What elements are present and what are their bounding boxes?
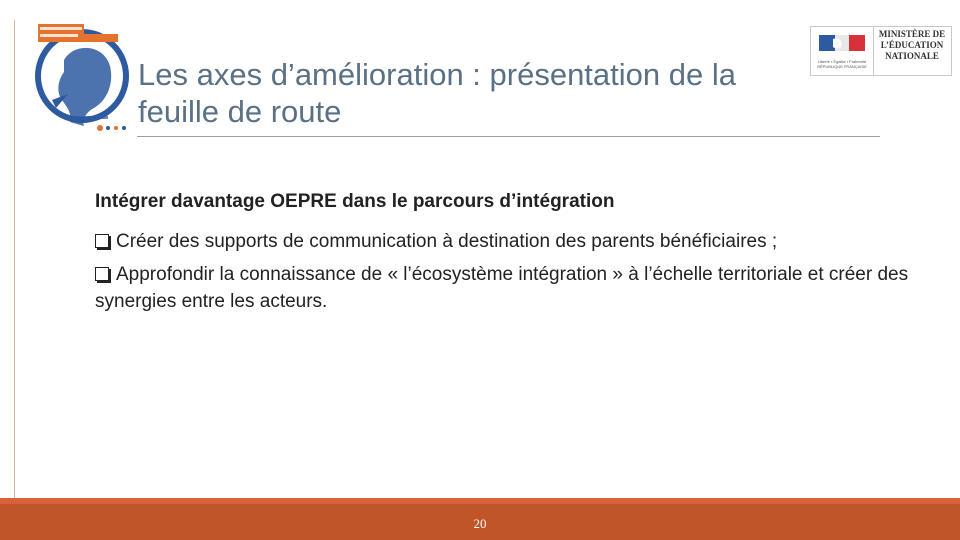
- checkbox-bullet-icon: [95, 234, 109, 248]
- bullet-item: [95, 228, 915, 255]
- ministry-name: MINISTÈRE DE L’ÉDUCATION NATIONALE: [878, 29, 946, 61]
- ministry-logo: [810, 26, 952, 76]
- section-heading: Intégrer davantage OEPRE dans le parcours d’intégration: [95, 191, 615, 212]
- slide-title: Les axes d’amélioration : présentation de la feuille de route: [138, 57, 736, 129]
- slide-content: [95, 190, 915, 321]
- bullet-text: Approfondir la connaissance de « l’écosystème intégration » à l’échelle territoriale et créer des synergies entre les acteurs.: [95, 264, 909, 312]
- left-decorative-rule: [14, 20, 15, 504]
- bullet-text: Créer des supports de communication à destination des parents bénéficiaires ;: [116, 231, 778, 252]
- page-number: 20: [473, 516, 487, 531]
- dgef-logo: [34, 22, 130, 140]
- checkbox-bullet-icon: [95, 267, 109, 281]
- title-divider: [137, 136, 880, 137]
- footer-accent-line: [0, 498, 960, 504]
- bullet-item: [95, 261, 915, 315]
- republique-text: Liberté • Égalité • Fraternité RÉPUBLIQUE FRANÇAISE: [817, 59, 867, 69]
